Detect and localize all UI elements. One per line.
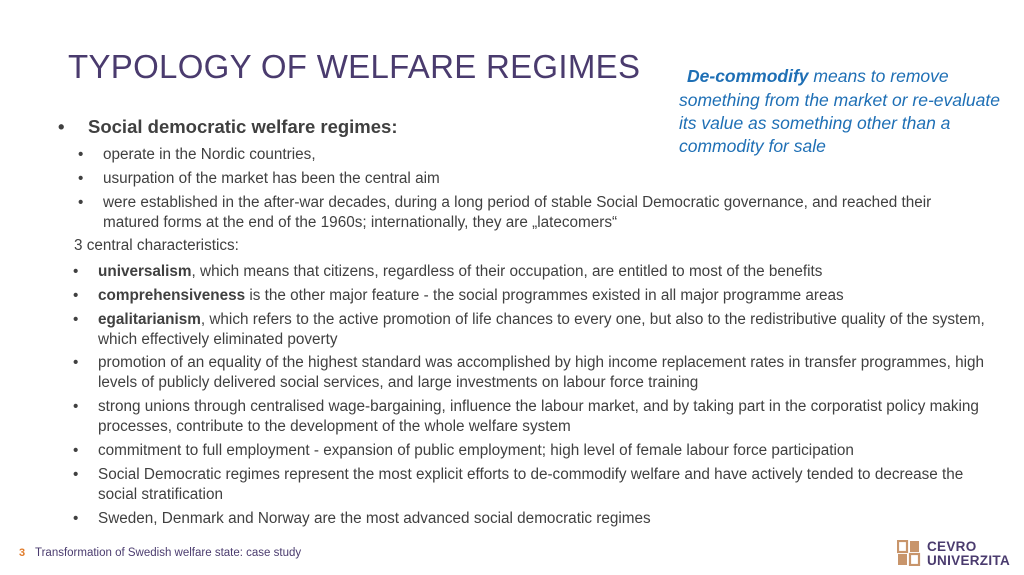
- logo-line-2: UNIVERZITA: [927, 552, 1010, 568]
- bullet-icon: •: [58, 116, 65, 137]
- characteristic-term: egalitarianism: [98, 311, 201, 328]
- note-term: De-commodify: [687, 66, 809, 86]
- characteristics-label: 3 central characteristics:: [74, 237, 239, 254]
- characteristic-item: [73, 441, 1003, 461]
- sub-item: [78, 145, 983, 165]
- characteristic-item: [73, 310, 1003, 349]
- logo-text: [927, 540, 1010, 567]
- bullet-icon: •: [73, 287, 79, 304]
- bullet-icon: •: [73, 510, 79, 527]
- characteristic-text: , which refers to the active promotion of life chances to every one, but also to the redistributive quality of the system, which effectively eliminated poverty: [98, 311, 985, 348]
- characteristic-term: comprehensiveness: [98, 287, 246, 304]
- characteristic-item: [73, 353, 1003, 392]
- characteristic-text: strong unions through centralised wage-bargaining, influence the labour market, and by taking part in the corporatist policy making processes, contribute to the development of the whole welfare system: [98, 398, 979, 435]
- sub-item-text: operate in the Nordic countries,: [103, 146, 316, 163]
- sub-item-text: usurpation of the market has been the central aim: [103, 170, 440, 187]
- bullet-icon: •: [73, 398, 79, 415]
- sub-item: [78, 193, 983, 232]
- bullet-icon: •: [73, 466, 79, 483]
- bullet-icon: •: [78, 170, 84, 187]
- characteristic-text: promotion of an equality of the highest standard was accomplished by high income replacement rates in transfer programmes, high levels of publicly delivered social services, and large investments on labour force training: [98, 354, 984, 391]
- bullet-icon: •: [73, 263, 79, 280]
- logo-line-1: CEVRO: [927, 539, 977, 554]
- characteristic-text: , which means that citizens, regardless of their occupation, are entitled to most of the benefits: [191, 263, 823, 280]
- slide-title: TYPOLOGY OF WELFARE REGIMES: [68, 48, 641, 85]
- sub-item: [78, 169, 983, 189]
- characteristic-item: [73, 262, 1003, 282]
- section-heading-text: Social democratic welfare regimes:: [88, 116, 398, 137]
- characteristic-item: [73, 465, 1003, 504]
- bullet-icon: •: [78, 146, 84, 163]
- bullet-icon: •: [73, 354, 79, 371]
- characteristic-text: Sweden, Denmark and Norway are the most advanced social democratic regimes: [98, 510, 651, 527]
- characteristic-text: Social Democratic regimes represent the most explicit efforts to de-commodify welfare and have actively tended to decrease the social stratification: [98, 466, 964, 503]
- bullet-icon: •: [73, 311, 79, 328]
- cevro-logo: [897, 540, 1019, 568]
- page-number: 3: [19, 547, 26, 559]
- characteristic-term: universalism: [98, 263, 192, 280]
- cevro-logo-icon: [897, 540, 921, 566]
- characteristic-text: is the other major feature - the social programmes existed in all major programme areas: [245, 287, 844, 304]
- footer-text: Transformation of Swedish welfare state: case study: [35, 547, 302, 559]
- bullet-icon: •: [78, 194, 84, 211]
- characteristic-item: [73, 509, 1003, 529]
- sub-item-text: were established in the after-war decades, during a long period of stable Social Democratic governance, and reached their matured forms at the end of the 1960s; internationally, they are „latecomers“: [103, 194, 932, 231]
- characteristic-item: [73, 286, 1003, 306]
- characteristic-item: [73, 397, 1003, 436]
- note-text: means to remove something from the market or re-evaluate its value as something other than a commodity for sale: [679, 66, 1000, 156]
- bullet-icon: •: [73, 442, 79, 459]
- characteristic-text: commitment to full employment - expansion of public employment; high level of female labour force participation: [98, 442, 854, 459]
